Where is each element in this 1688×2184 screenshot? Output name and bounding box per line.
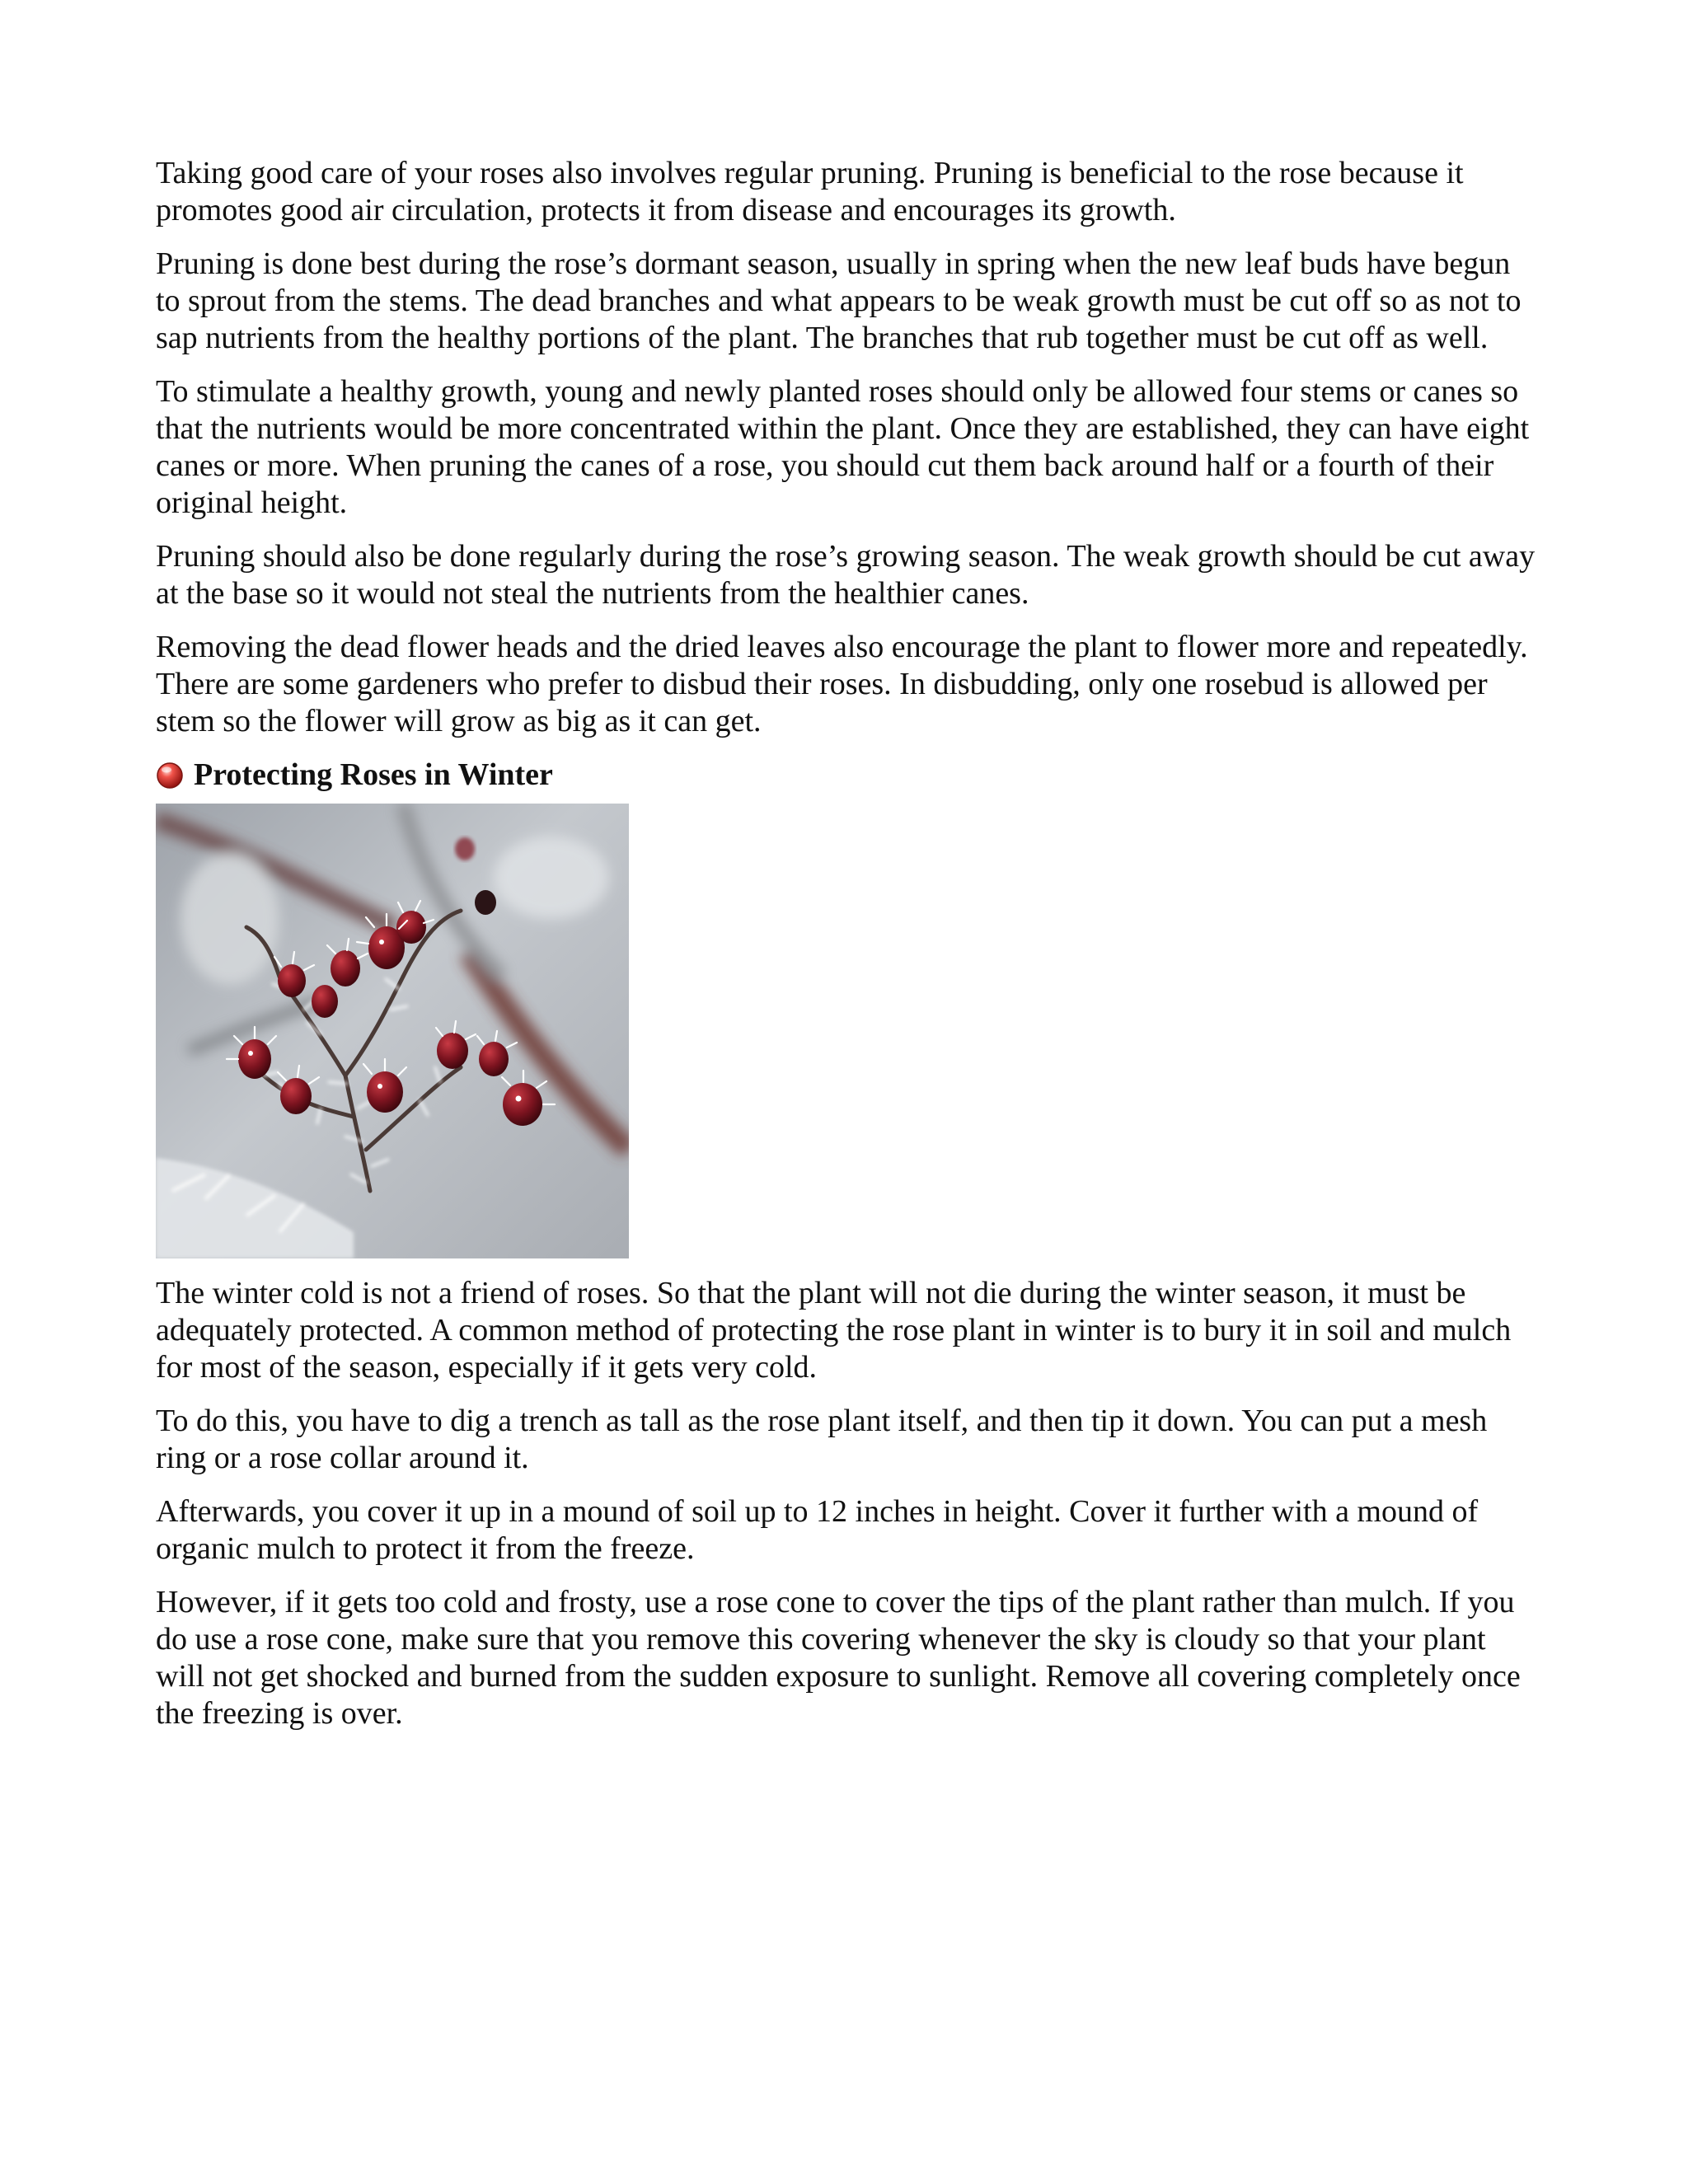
paragraph-winter-cold: The winter cold is not a friend of roses. So that the plant will not die during the winter season, it must be adequately protected. A common method of protecting the rose plant in winter is to bury it in soil and mulch for most of the season, especially if it gets very cold. — [156, 1276, 1512, 1385]
paragraph-mound: Afterwards, you cover it up in a mound of soil up to 12 inches in height. Cover it further with a mound of organic mulch to protect it from the freeze. — [156, 1494, 1479, 1566]
paragraph-trench: To do this, you have to dig a trench as tall as the rose plant itself, and then tip it down. You can put a mesh ring or a rose collar around it. — [156, 1404, 1488, 1475]
frosted-rose-hips-photo — [156, 804, 629, 1258]
section-heading-text: Protecting Roses in Winter — [194, 757, 553, 792]
paragraph-pruning-intro: Taking good care of your roses also involves regular pruning. Pruning is beneficial to the rose because it promotes good air circulation, protects it from disease and encourages its growth. — [156, 156, 1464, 227]
paragraph-growing-season: Pruning should also be done regularly during the rose’s growing season. The weak growth should be cut away at the base so it would not steal the nutrients from the healthier canes. — [156, 539, 1536, 611]
paragraph-pruning-season: Pruning is done best during the rose’s dormant season, usually in spring when the new leaf buds have begun to sprout from the stems. The dead branches and what appears to be weak growth must be cut off so as not to sap nutrients from the healthy portions of the plant. The branches that rub together must be cut off as well. — [156, 246, 1522, 355]
paragraph-rose-cone: However, if it gets too cold and frosty, use a rose cone to cover the tips of the plant rather than mulch. If you do use a rose cone, make sure that you remove this covering whenever the sky is cloudy so that your plant will not get shocked and burned from the sudden exposure to sunlight. Remove all covering completely once the freezing is over. — [156, 1585, 1521, 1731]
paragraph-canes: To stimulate a healthy growth, young and newly planted roses should only be allowed four stems or canes so that the nutrients would be more concentrated within the plant. Once they are established, they can have eight canes or more. When pruning the canes of a rose, you should cut them back around half or a fourth of their original height. — [156, 374, 1530, 520]
document-page — [156, 155, 1540, 1749]
red-ball-bullet-icon — [156, 762, 184, 790]
paragraph-disbudding: Removing the dead flower heads and the dried leaves also encourage the plant to flower more and repeatedly. There are some gardeners who prefer to disbud their roses. In disbudding, only one rosebud is allowed per stem so the flower will grow as big as it can get. — [156, 630, 1528, 738]
section-heading — [156, 757, 1540, 794]
